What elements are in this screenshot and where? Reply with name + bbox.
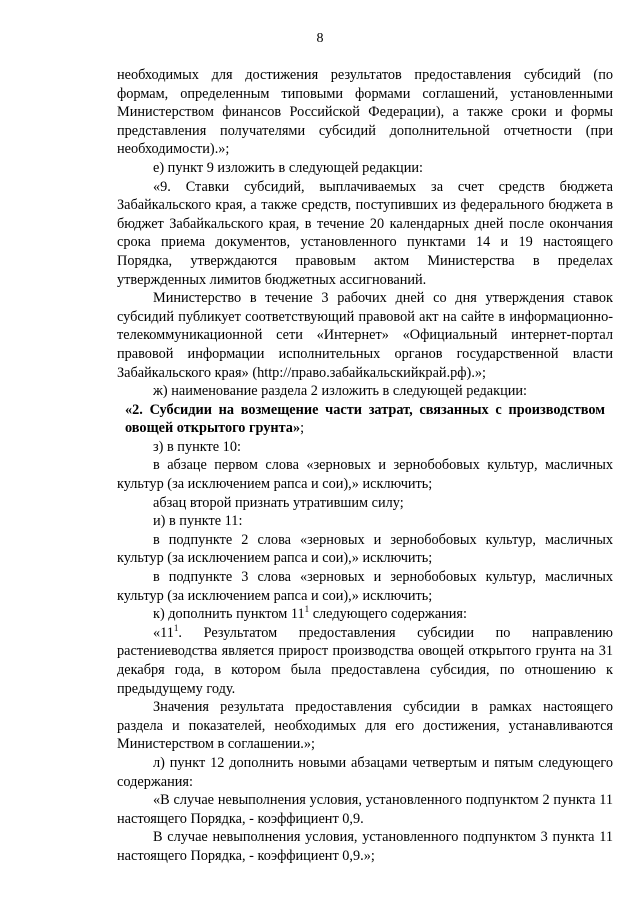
paragraph-continuation: необходимых для достижения результатов предоставления субсидий (по формам, определенным типовыми формами соглашений, установленными Министерством финансов Российской Федерации), а также сроки и формы представления получателями субсидий дополнительной отчетности (при необходимости).»; — [117, 67, 613, 158]
section-2-heading — [117, 401, 613, 438]
paragraph-point-9: «9. Ставки субсидий, выплачиваемых за счет средств бюджета Забайкальского края, а также средств, поступивших из федерального бюджета в бюджет Забайкальского края, в течение 20 календарных дней после окончания срока приема документов, установленного пунктами 14 и 19 настоящего Порядка, утверждаются правовым актом Министерства в пределах утвержденных лимитов бюджетных ассигнований. — [117, 178, 613, 288]
paragraph-point-11-1 — [117, 624, 613, 698]
paragraph-point-11-sub2: в подпункте 2 слова «зерновых и зернобобовых культур, масличных культур (за исключением рапса и сои),» исключить; — [117, 531, 613, 567]
publication-url: (http://право.забайкальскийкрай.рф).»; — [252, 364, 487, 381]
paragraph-item-z: з) в пункте 10: — [153, 438, 241, 455]
point-11-1-text: . Результатом предоставления субсидии по направлению растениеводства является прирост производства овощей открытого грунта на 31 декабря года, в котором была предоставлена субсидия, по отношению к предыдущему году. — [117, 624, 613, 697]
paragraph-point-10-first: в абзаце первом слова «зерновых и зернобобовых культур, масличных культур (за исключением рапса и сои),» исключить; — [117, 457, 613, 493]
item-k-superscript: 1 — [304, 604, 310, 615]
paragraph-point-11-sub3: в подпункте 3 слова «зерновых и зернобобовых культур, масличных культур (за исключением рапса и сои),» исключить; — [117, 569, 613, 604]
paragraph-item-i: и) в пункте 11: — [153, 513, 243, 530]
paragraph-item-zh: ж) наименование раздела 2 изложить в следующей редакции: — [153, 383, 528, 400]
item-k-text: к) дополнить пунктом 11 — [153, 606, 305, 623]
section-2-heading-text: «2. Субсидии на возмещение части затрат, связанных с производством овощей открытого грунта» — [125, 401, 605, 437]
paragraph-coefficient-sub3: В случае невыполнения условия, установленного подпунктом 3 пункта 11 настоящего Порядка, - коэффициент 0,9.»; — [117, 829, 613, 864]
paragraph-ministry-publication — [117, 289, 613, 382]
publication-text: Министерство в течение 3 рабочих дней со дня утверждения ставок субсидий публикует соответствующий правовой акт на сайте в информационно-телекоммуникационной сети «Интернет» «Официальный интернет-портал правовой информации исполнительных органов государственной власти Забайкальского края» — [117, 290, 613, 381]
paragraph-item-k — [117, 605, 613, 624]
paragraph-item-l: л) пункт 12 дополнить новыми абзацами четвертым и пятым следующего содержания: — [117, 754, 613, 790]
document-body — [117, 66, 613, 866]
paragraph-result-values: Значения результата предоставления субсидии в рамках настоящего раздела и показателей, необходимых для его достижения, устанавливаются Министерством в соглашении.»; — [117, 699, 613, 753]
point-11-1-number: «11 — [153, 624, 174, 641]
item-k-text-after: следующего содержания: — [309, 606, 467, 623]
paragraph-item-e: е) пункт 9 изложить в следующей редакции: — [153, 159, 423, 176]
point-11-1-superscript: 1 — [173, 623, 179, 634]
page-number: 8 — [316, 31, 324, 46]
paragraph-coefficient-sub2: «В случае невыполнения условия, установленного подпунктом 2 пункта 11 настоящего Порядка, - коэффициент 0,9. — [117, 792, 613, 827]
paragraph-point-10-second: абзац второй признать утратившим силу; — [153, 494, 404, 511]
section-2-heading-tail: ; — [300, 420, 305, 437]
